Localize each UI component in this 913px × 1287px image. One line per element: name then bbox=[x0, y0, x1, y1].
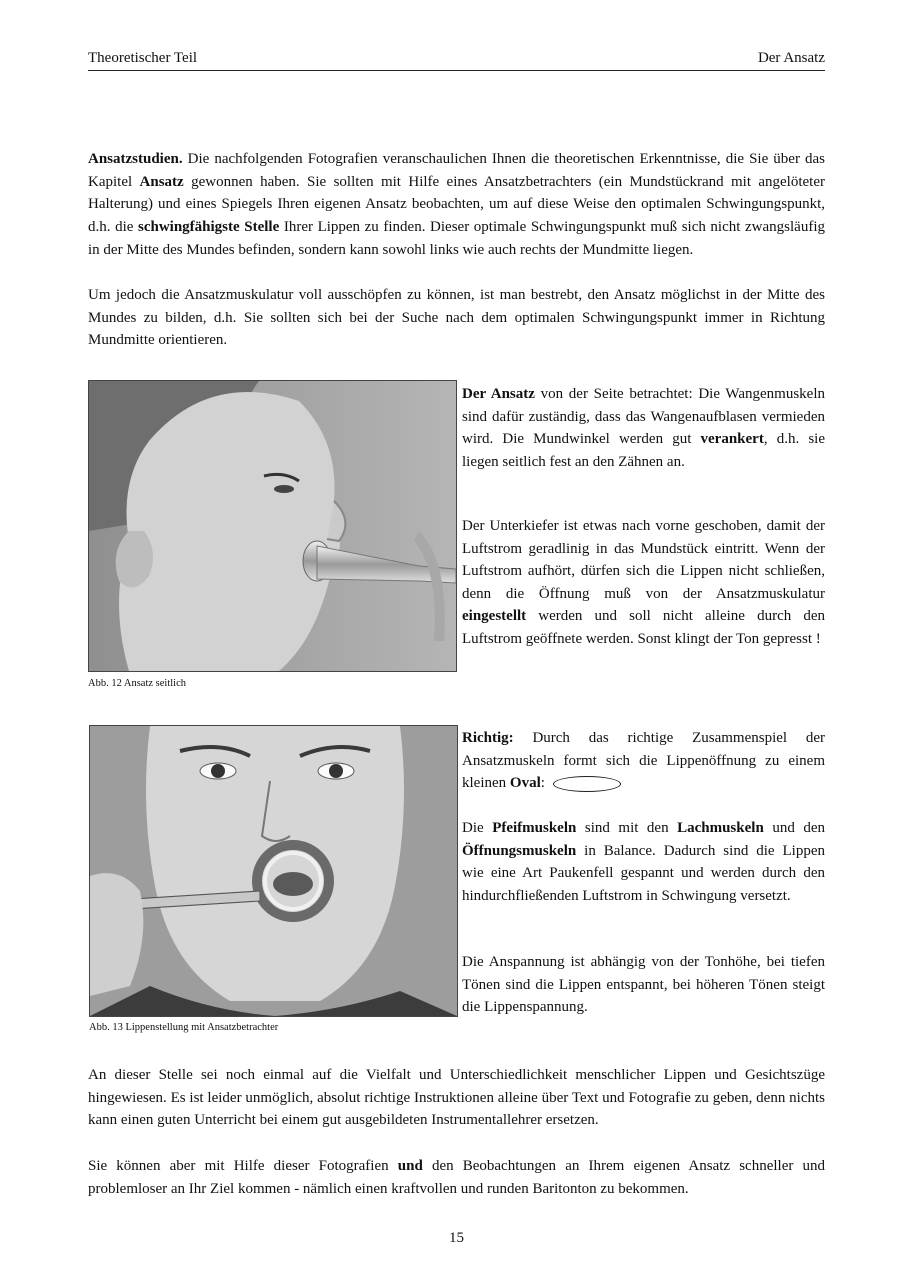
header-section-title: Theoretischer Teil bbox=[88, 50, 198, 66]
fig12-bold-3: eingestellt bbox=[462, 608, 527, 624]
fig13-text-f: in Balance. Dadurch sind die Lippen wie eine Art Paukenfell gespannt und werden durch den hindurchfließenden Luftstrom in Schwingung versetzt. bbox=[462, 842, 825, 904]
fig13-bold-5: Öffnungsmuskeln bbox=[462, 842, 577, 859]
page-number: 15 bbox=[449, 1230, 464, 1246]
fig13-bold-3: Pfeifmuskeln bbox=[492, 820, 577, 836]
intro-paragraph-2: Um jedoch die Ansatzmuskulatur voll ausschöpfen zu können, ist man bestrebt, den Ansatz möglichst in der Mitte des Mundes zu bilden, d.h. Sie sollten sich bei der Suche nach dem optimalen Schwingungspunkt immer in Richtung Mundmitte orientieren. bbox=[88, 287, 825, 349]
fig13-text-d: sind mit den bbox=[576, 820, 678, 836]
figure-13-text-3: Die Anspannung ist abhängig von der Tonhöhe, bei tiefen Tönen sind die Lippen entspannt, bei höheren Tönen steigt die Lippenspannung. bbox=[462, 954, 825, 1015]
fig13-bold-2: Oval bbox=[509, 775, 541, 791]
figure-12-text-1 bbox=[462, 383, 825, 473]
closing-text-b: den Beobachtungen an Ihrem eigenen Ansatz schneller und problemloser an Ihr Ziel kommen - nämlich einen kraftvollen und runden Baritonton zu bekommen. bbox=[88, 1158, 825, 1197]
intro-bold-3: schwingfähigste Stelle bbox=[138, 219, 280, 236]
header-chapter-title: Der Ansatz bbox=[757, 50, 825, 66]
intro-bold-1: Ansatzstudien. bbox=[88, 151, 183, 167]
fig12-bold-1: Der Ansatz bbox=[462, 386, 535, 402]
fig13-text-e: und den bbox=[763, 820, 825, 836]
photo-ansatz-side bbox=[88, 380, 457, 672]
intro-bold-2: Ansatz bbox=[139, 173, 184, 190]
intro-text-a: Die nachfolgenden Fotografien veranschaulichen Ihnen die theoretischen Erkenntnisse, die Sie über das Kapitel bbox=[88, 151, 825, 190]
closing-paragraph-2 bbox=[88, 1155, 825, 1200]
oval-shape-icon bbox=[553, 776, 621, 792]
face-front-illustration bbox=[90, 726, 457, 1016]
figure-13-text-2 bbox=[462, 817, 825, 907]
fig13-text-b: : bbox=[540, 775, 545, 791]
face-side-illustration bbox=[89, 381, 456, 671]
fig12-text-c: Der Unterkiefer ist etwas nach vorne geschoben, damit der Luftstrom geradlinig in das Mundstück eintritt. Wenn der Luftstrom aufhört, dürfen sich die Lippen nicht schließen, denn die Öffnung muß von der Ansatzmuskulatur bbox=[462, 518, 825, 602]
fig13-text-a: Durch das richtige Zusammenspiel der Ansatzmuskeln formt sich die Lippenöffnung zu einem kleinen bbox=[462, 730, 825, 791]
fig12-text-a: von der Seite betrachtet: Die Wangenmuskeln sind dafür zuständig, dass das Wangenaufblasen vermieden wird. Die Mundwinkel werden gut bbox=[462, 386, 826, 447]
fig13-text-c: Die bbox=[462, 820, 493, 836]
figure-13-text-1 bbox=[462, 727, 825, 795]
fig13-bold-4: Lachmuskeln bbox=[677, 820, 764, 836]
photo-lip-position bbox=[89, 725, 458, 1017]
figure-12-text-2 bbox=[462, 515, 825, 650]
closing-paragraph-1: An dieser Stelle sei noch einmal auf die Vielfalt und Unterschiedlichkeit menschlicher Lippen und Gesichtszüge hingewiesen. Es ist leider unmöglich, absolut richtige Instruktionen alleine über Text und Fotografie zu geben, denn nichts kann einen guten Unterricht bei einem gut ausgebildeten Instrumentallehrer ersetzen. bbox=[88, 1067, 825, 1129]
intro-text-c: Ihrer Lippen zu finden. Dieser optimale Schwingungspunkt muß sich nicht zwangsläufig in der Mitte des Mundes befinden, sondern kann sowohl links wie auch rechts der Mundmitte liegen. bbox=[88, 219, 825, 258]
fig12-text-b: , d.h. sie liegen seitlich fest an den Zähnen an. bbox=[462, 431, 825, 470]
fig12-bold-2: verankert bbox=[700, 431, 764, 447]
fig12-text-d: werden und soll nicht alleine durch den Luftstrom geöffnete werden. Sonst klingt der Ton gepresst ! bbox=[462, 608, 825, 647]
intro-text-b: gewonnen haben. Sie sollten mit Hilfe eines Ansatzbetrachters (ein Mundstückrand mit angelöteter Halterung) und eines Spiegels Ihren eigenen Ansatz beobachten, um auf diese Weise den optimalen Schwingungspunkt, d.h. die bbox=[88, 173, 825, 236]
figure-13-caption: Abb. 13 Lippenstellung mit Ansatzbetrachter bbox=[89, 1022, 279, 1033]
closing-bold: und bbox=[397, 1158, 423, 1174]
figure-12-caption: Abb. 12 Ansatz seitlich bbox=[88, 678, 186, 689]
page-header bbox=[88, 50, 825, 71]
intro-paragraph-1 bbox=[88, 148, 825, 262]
fig13-bold-1: Richtig: bbox=[462, 730, 514, 746]
closing-text-a: Sie können aber mit Hilfe dieser Fotografien bbox=[88, 1158, 398, 1174]
